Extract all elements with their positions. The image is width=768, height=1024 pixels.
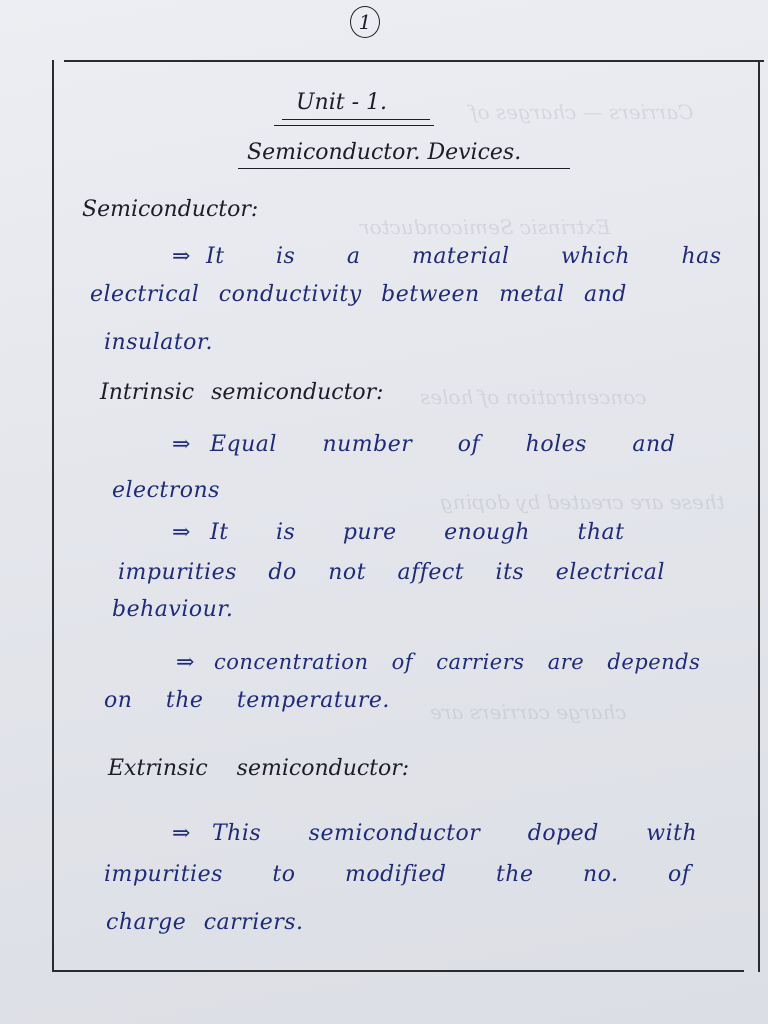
bullet-arrow: ⇒ <box>176 650 195 675</box>
page-title: Unit - 1. <box>296 90 387 115</box>
bleed-through-text: Extrinsic Semiconductor <box>360 215 611 239</box>
bleed-through-text: charge carriers are <box>430 700 627 724</box>
page-subtitle: Semiconductor. Devices. <box>247 140 522 165</box>
bullet-arrow: ⇒ <box>172 432 191 457</box>
bullet-text-line: behaviour. <box>112 597 234 622</box>
bullet-text-line: It is a material which has <box>206 244 722 269</box>
title-underline <box>282 119 430 120</box>
bullet-arrow: ⇒ <box>172 821 191 846</box>
bleed-through-text: Carriers — charges of <box>470 100 694 124</box>
bullet-text-line: on the temperature. <box>104 688 390 713</box>
frame-bottom-rule <box>52 970 744 972</box>
bullet-arrow: ⇒ <box>172 520 191 545</box>
bullet-text-line: electrons <box>112 478 220 503</box>
section-heading: Extrinsic semiconductor: <box>108 756 410 781</box>
bullet-text-line: It is pure enough that <box>210 520 625 545</box>
bullet-text-line: This semiconductor doped with <box>212 821 698 846</box>
bullet-text-line: charge carriers. <box>106 910 304 935</box>
bullet-text-line: impurities to modified the no. of <box>104 862 691 887</box>
bullet-text-line: Equal number of holes and <box>210 432 676 457</box>
subtitle-underline <box>238 168 570 169</box>
bullet-text-line: electrical conductivity between metal and <box>90 282 627 307</box>
bullet-text-line: insulator. <box>104 330 213 355</box>
page-number: 1 <box>350 6 380 38</box>
section-heading: Semiconductor: <box>82 197 259 222</box>
bleed-through-text: these are created by doping <box>440 490 725 514</box>
bleed-through-text: concentration of holes <box>420 385 647 409</box>
bullet-arrow: ⇒ <box>172 244 191 269</box>
bullet-text-line: impurities do not affect its electrical <box>118 560 665 585</box>
section-heading: Intrinsic semiconductor: <box>100 380 384 405</box>
title-underline <box>274 125 434 126</box>
bullet-text-line: concentration of carriers are depends <box>214 650 701 674</box>
